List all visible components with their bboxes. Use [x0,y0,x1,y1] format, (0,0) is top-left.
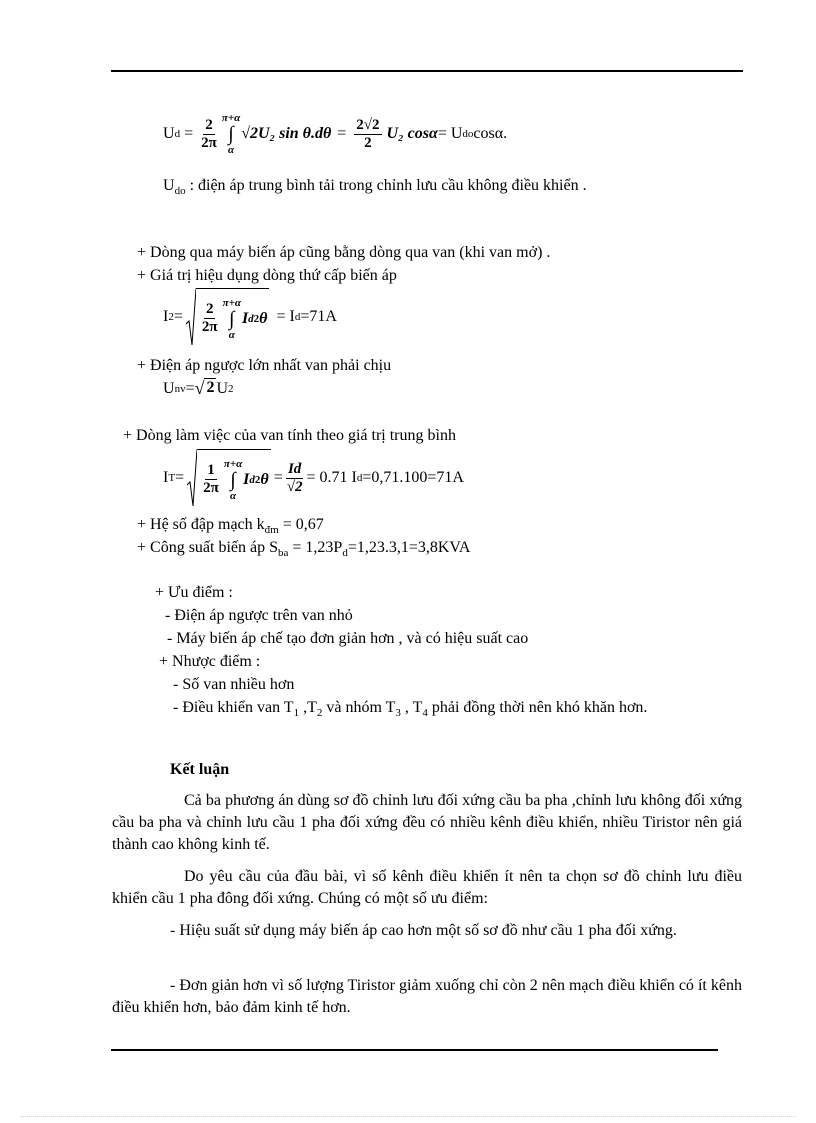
uu-diem-item: - Điện áp ngược trên van nhỏ [165,607,353,624]
integral-upper-limit: π+α [223,457,243,470]
formula-i2-integrand-sup: 2 [253,312,260,325]
nhuoc-diem-text: và nhóm T [322,699,396,716]
formula-i2-frac-num: 2 [205,301,214,317]
integral-sign-icon: ∫ [229,307,235,330]
cong-suat-mid: = 1,23P [288,539,343,556]
formula-unv-lhs: U [163,379,175,397]
nhuoc-diem-text: ,T [299,699,317,716]
formula-i2-result: = I [276,308,295,325]
nhuoc-diem-text: , T [400,699,423,716]
formula-ud-eq: = [184,125,194,142]
ket-luan-paragraph: Do yêu cầu của đầu bài, vì số kênh điều khiển ít nên ta chọn sơ đồ chỉnh lưu điều khiển cầu 1 pha đông đối xứng. Chúng có một số ưu điểm: [112,868,742,907]
formula-ud [163,112,507,156]
udo-text: : điện áp trung bình tải trong chỉnh lưu cầu không điều khiển . [185,177,587,194]
radical-sign-icon: √ [194,378,205,398]
formula-unv [163,378,234,399]
integral-lower-limit: α [228,328,235,341]
formula-it-eq2: = [273,469,283,486]
ket-luan-paragraph: Cả ba phương án dùng sơ đồ chỉnh lưu đối xứng cầu ba pha ,chỉnh lưu không đối xứng cầu ba pha và chỉnh lưu cầu 1 pha đối xứng đều có nhiều kênh điều khiển, nhiều Tiristor nên giá thành cao không kinh tế. [112,792,742,853]
formula-it-integrand-sup: 2 [254,473,261,486]
integral-upper-limit: π+α [222,296,241,309]
formula-it-fraction2 [285,461,305,496]
formula-unv-radicand: 2 [204,378,216,399]
formula-it-rhs-sub: d [356,472,363,484]
page-boundary [20,1116,796,1117]
formula-it-integrand: I [243,470,250,488]
formula-ud-lhs-sub: d [174,128,181,140]
formula-ud-frac-den: 2π [201,134,217,151]
formula-it-frac-num: 1 [207,462,215,478]
formula-ud-fraction2 [354,117,381,152]
he-so-text: + Hệ số đập mạch k [137,516,265,533]
formula-i2-sqrt [186,288,270,346]
formula-it [163,449,464,507]
cong-suat-sub: ba [278,547,289,560]
formula-unv-sqrt [195,378,217,399]
cong-suat-value: =1,23.3,1=3,8KVA [347,539,471,556]
uu-diem-title: + Ưu điểm : [155,584,233,601]
formula-it-integrand-sub: d [249,473,255,486]
formula-it-lhs: I [163,469,169,486]
nhuoc-diem-text: phải đồng thời nên khó khăn hơn. [427,699,648,716]
footer-rule [111,1049,718,1051]
nhuoc-diem-title: + Nhược điểm : [159,653,261,670]
formula-ud-integrand: √2U₂ sin θ.dθ [241,125,332,142]
udo-symbol-sub: do [174,185,186,198]
nhuoc-diem-sub: 1 [293,707,300,720]
formula-i2-result-sub: d [294,311,301,323]
formula-i2-fraction [200,301,220,336]
formula-i2 [163,288,337,346]
integral-lower-limit: α [229,489,237,502]
line-dien-ap-nguoc: + Điện áp ngược lớn nhất van phải chịu [137,357,392,374]
line-dong-qua-mba: + Dòng qua máy biến áp cũng bằng dòng qua van (khi van mở) . [137,244,551,261]
nhuoc-diem-item [173,698,647,723]
formula-it-sqrt [187,449,271,507]
nhuoc-diem-sub: 4 [422,707,428,720]
line-gia-tri-hieu-dung: + Giá trị hiệu dụng dòng thứ cấp biến áp [137,267,397,284]
he-so-sub: đm [264,524,279,537]
formula-it-rhs: = 0.71 I [306,469,357,486]
formula-i2-integrand: I [241,309,249,327]
formula-i2-integral [223,297,241,341]
formula-unv-lhs-sub: nv [174,382,186,395]
section-heading-ket-luan: Kết luận [170,761,230,778]
formula-ud-eq2: = [337,125,347,142]
integral-sign-icon: ∫ [230,468,236,491]
formula-ud-frac2-den: 2 [364,134,372,151]
formula-it-eq: = [175,469,185,486]
formula-i2-eq: = [173,308,183,325]
cong-suat-sub2: d [342,547,348,560]
udo-symbol: U [163,177,175,194]
nhuoc-diem-text: - Điều khiển van T [173,699,294,716]
ket-luan-paragraph: - Đơn giản hơn vì số lượng Tiristor giảm xuống chỉ còn 2 nên mạch điều khiển có ít kênh điều khiển hơn, bảo đảm kinh tế hơn. [112,977,742,1016]
formula-it-integral [224,458,242,502]
formula-it-frac2-num: Id [287,460,302,477]
formula-it-frac-den: 2π [203,480,219,496]
header-rule [111,70,743,72]
formula-i2-result-tail: =71A [300,308,337,325]
udo-definition [163,176,587,201]
formula-it-lhs-sub: T [168,472,176,484]
formula-unv-eq: = [185,379,195,397]
integral-lower-limit: α [227,144,235,156]
formula-unv-rhs-sub: 2 [228,382,234,395]
formula-i2-integrand-tail: θ [259,309,268,327]
formula-it-integrand-tail: θ [260,470,269,488]
formula-i2-lhs: I [163,308,169,325]
formula-ud-frac-num: 2 [205,116,213,133]
formula-ud-integral [222,112,240,156]
line-he-so-dap-mach [137,515,324,540]
formula-it-fraction [201,462,221,497]
radical-sign-icon [187,449,197,507]
nhuoc-diem-sub: 2 [316,707,323,720]
formula-i2-lhs-sub: 2 [168,311,174,323]
formula-i2-integrand-sub: d [248,312,254,325]
formula-unv-rhs: U [216,379,229,397]
formula-ud-lhs: U [163,125,175,142]
formula-ud-fraction [199,117,219,152]
formula-ud-rhs-tail: = U [437,125,463,142]
formula-ud-rhs: U₂ cosα [386,125,438,142]
formula-it-frac2-den: √2 [286,478,303,495]
line-dong-lam-viec: + Dòng làm việc của van tính theo giá trị trung bình [123,427,456,444]
nhuoc-diem-item: - Số van nhiều hơn [173,676,295,693]
cong-suat-text: + Công suất biến áp S [137,539,279,556]
nhuoc-diem-sub: 3 [395,707,401,720]
integral-sign-icon: ∫ [228,123,234,145]
formula-i2-frac-den: 2π [201,319,218,335]
ket-luan-paragraph: - Hiệu suất sử dụng máy biến áp cao hơn một số sơ đồ như cầu 1 pha đối xứng. [170,922,677,939]
he-so-value: = 0,67 [278,516,324,533]
integral-upper-limit: π+α [221,112,241,124]
formula-ud-rhs-sub: do [462,128,474,140]
formula-it-rhs-tail: =0,71.100=71A [362,469,464,486]
formula-ud-frac2-num: 2√2 [356,116,380,133]
radical-sign-icon [186,288,196,346]
line-cong-suat [137,538,470,563]
uu-diem-item: - Máy biến áp chế tạo đơn giản hơn , và có hiệu suất cao [167,630,529,647]
formula-ud-rhs-end: cosα. [473,125,508,142]
